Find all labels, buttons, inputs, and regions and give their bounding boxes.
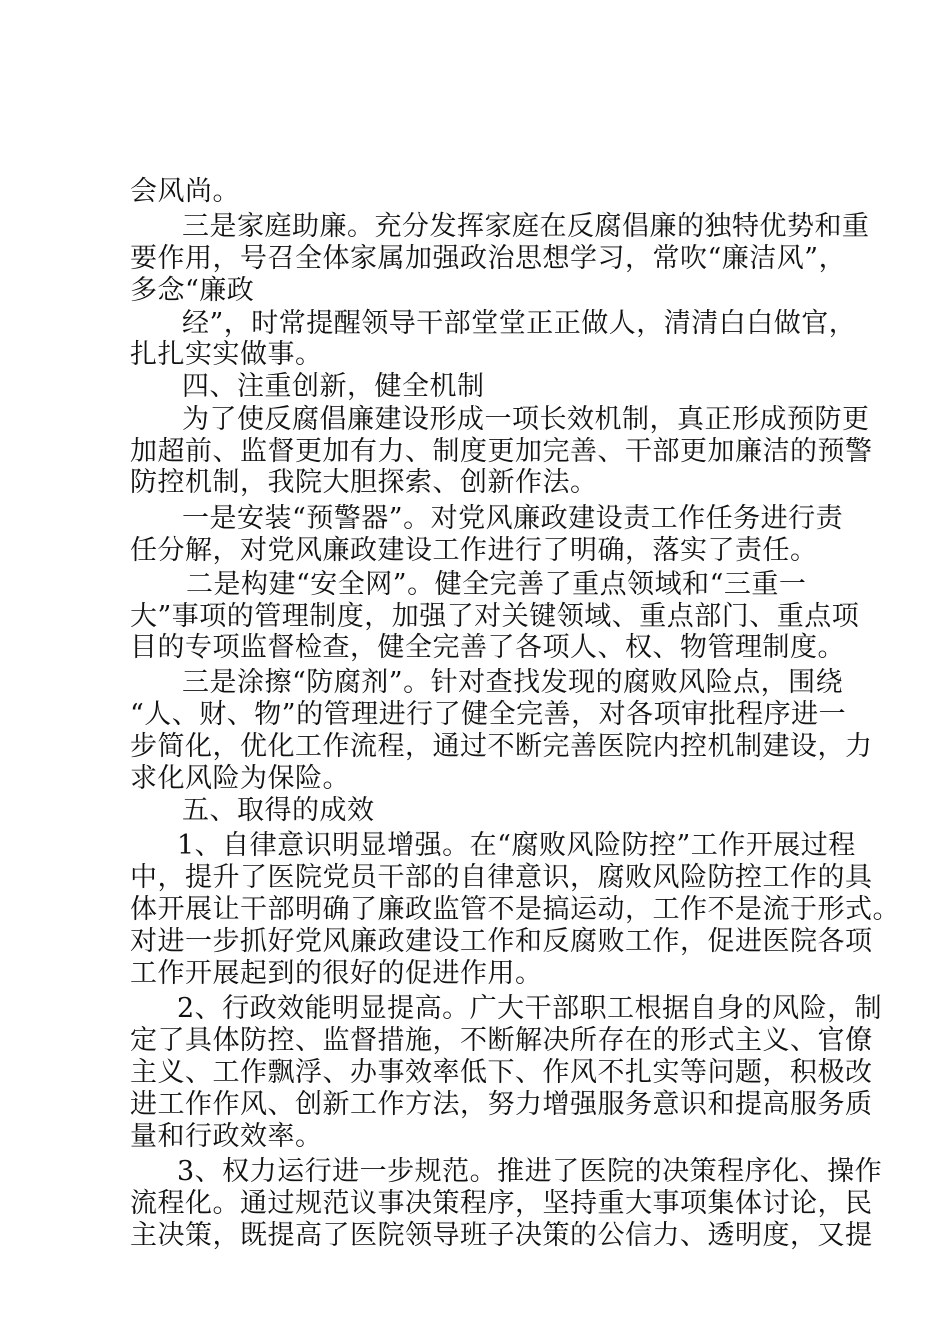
text-line: 求化风险为保险。 [130,763,350,794]
text-line: 主义、工作飘浮、办事效率低下、作风不扎实等问题，积极改 [130,1057,873,1088]
text-line: 多念“廉政 [130,275,255,306]
text-line: 2、行政效能明显提高。广大干部职工根据自身的风险，制 [177,993,883,1024]
text-line: 对进一步抓好党风廉政建设工作和反腐败工作，促进医院各项 [130,926,873,957]
text-line: 中，提升了医院党员干部的自律意识，腐败风险防控工作的具 [130,862,873,893]
text-line: 步简化，优化工作流程，通过不断完善医院内控机制建设，力 [130,731,873,762]
text-line: 1、自律意识明显增强。在“腐败风险防控”工作开展过程 [177,830,856,861]
text-line: 3、权力运行进一步规范。推进了医院的决策程序化、操作 [177,1156,883,1187]
section-heading: 四、注重创新，健全机制 [182,371,485,402]
text-line: 加超前、监督更加有力、制度更加完善、干部更加廉洁的预警 [130,436,873,467]
text-line: 工作开展起到的很好的促进作用。 [130,958,543,989]
text-line: 扎扎实实做事。 [130,339,323,370]
text-line: 大”事项的管理制度，加强了对关键领域、重点部门、重点项 [130,601,860,632]
text-line: 体开展让干部明确了廉政监管不是搞运动，工作不是流于形式。 [130,894,900,925]
text-line: 三是涂擦“防腐剂”。针对查找发现的腐败风险点，围绕 [182,667,844,698]
text-line: 进工作作风、创新工作方法，努力增强服务意识和提高服务质 [130,1089,873,1120]
text-line: 三是家庭助廉。充分发挥家庭在反腐倡廉的独特优势和重 [182,211,870,242]
text-line: 目的专项监督检查，健全完善了各项人、权、物管理制度。 [130,632,845,663]
text-line: 主决策，既提高了医院领导班子决策的公信力、透明度，又提 [130,1220,873,1251]
text-line: 为了使反腐倡廉建设形成一项长效机制，真正形成预防更 [182,404,870,435]
text-line: 一是安装“预警器”。对党风廉政建设责工作任务进行责 [182,503,844,534]
text-line: 会风尚。 [130,176,240,207]
text-line: 经”，时常提醒领导干部堂堂正正做人，清清白白做官， [182,308,857,339]
text-line: 防控机制，我院大胆探索、创新作法。 [130,467,598,498]
text-line: 流程化。通过规范议事决策程序，坚持重大事项集体讨论，民 [130,1188,873,1219]
text-line: 量和行政效率。 [130,1121,323,1152]
text-line: 定了具体防控、监督措施，不断解决所存在的形式主义、官僚 [130,1025,873,1056]
text-line: 二是构建“安全网”。健全完善了重点领域和“三重一 [186,569,807,600]
text-line: “人、财、物”的管理进行了健全完善，对各项审批程序进一 [130,699,847,730]
section-heading: 五、取得的成效 [182,795,375,826]
text-line: 要作用，号召全体家属加强政治思想学习，常吹“廉洁风”， [130,243,847,274]
text-line: 任分解，对党风廉政建设工作进行了明确，落实了责任。 [130,535,818,566]
